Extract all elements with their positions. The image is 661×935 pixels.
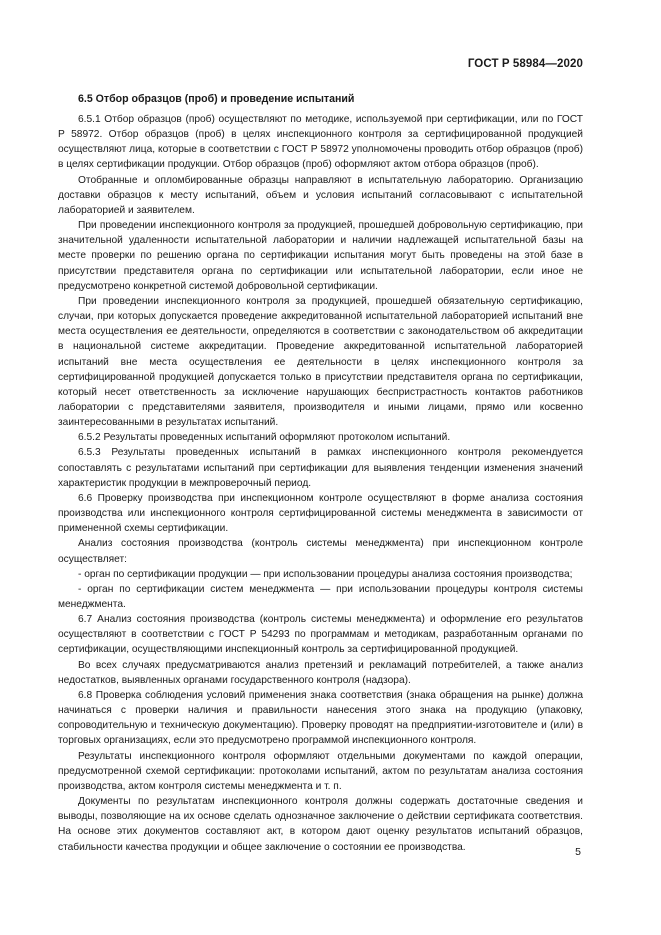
paragraph-6-7: 6.7 Анализ состояния производства (контроль системы менеджмента) и оформление его результатов осуществляют в соответствии с ГОСТ Р 54293 по программам и методикам, разработанным органами по сертификации, осуществляющими инспекционный контроль за сертифицированной продукцией. [58, 614, 583, 656]
paragraph-samples-delivery: Отобранные и опломбированные образцы направляют в испытательную лабораторию. Организацию доставки образцов к месту испытаний, объем и условия испытаний согласовывают с испытательной лабораторией и заявителем. [58, 174, 583, 216]
section-heading: 6.5 Отбор образцов (проб) и проведение испытаний [78, 93, 355, 105]
paragraph-final-act: Документы по результатам инспекционного контроля должны содержать достаточные сведения и выводы, позволяющие на их основе сделать однозначное заключение о действии сертификата соответствия. На основе этих документов составляют акт, в котором дают оценку результатов испытаний образцов, стабильности качества продукции и общее заключение о состоянии ее производства. [58, 796, 583, 853]
paragraph-analysis-performer: Анализ состояния производства (контроль системы менеджмента) при инспекционном контроле осуществляет: [58, 538, 583, 565]
paragraph-voluntary-certification: При проведении инспекционного контроля за продукцией, прошедшей добровольную сертификацию, при значительной удаленности испытательной лаборатории и наличии надлежащей испытательной базы на месте проверки по решению органа по сертификации испытания могут быть проведены на этой базе в присутствии представителя органа по сертификации или испытательной лаборатории, если иное не предусмотрено конкретной системой добровольной сертификации. [58, 220, 583, 292]
paragraph-6-5-1: 6.5.1 Отбор образцов (проб) осуществляют по методике, используемой при сертификации, или по ГОСТ Р 58972. Отбор образцов (проб) в целях инспекционного контроля за сертифицированной продукцией осуществляют лица, которые в соответствии с ГОСТ Р 58972 уполномочены проводить отбор образцов (проб) в целях сертификации продукции. Отбор образцов (проб) оформляют актом отбора образцов (проб). [58, 114, 583, 171]
document-body [58, 92, 583, 855]
paragraph-claims-analysis: Во всех случаях предусматриваются анализ претензий и рекламаций потребителей, а также анализ недостатков, выявленных органами государственного контроля (надзора). [58, 659, 583, 686]
paragraph-6-6: 6.6 Проверку производства при инспекционном контроле осуществляют в форме анализа состояния производства или инспекционного контроля сертифицированной системы менеджмента в зависимости от примененной схемы сертификации. [58, 492, 583, 535]
paragraph-mandatory-certification: При проведении инспекционного контроля за продукцией, прошедшей обязательную сертификацию, случаи, при которых допускается проведение аккредитованной испытательной лабораторией испытаний вне места осуществления ее деятельности, определяются в соответствии с законодательством об аккредитации в национальной системе аккредитации. Проведение аккредитованной испытательной лабораторией испытаний вне места осуществления ее деятельности в целях инспекционного контроля за сертифицированной продукцией допускается только в присутствии представителя органа по сертификации, который несет ответственность за исключение нарушающих беспристрастность контактов работников лаборатории с представителями заявителя, производителя и иными лицами, прямо или косвенно заинтересованными в результатах испытаний. [58, 295, 583, 429]
paragraph-6-5-2: 6.5.2 Результаты проведенных испытаний оформляют протоколом испытаний. [78, 432, 451, 444]
list-item: - орган по сертификации продукции — при использовании процедуры анализа состояния производства; [78, 568, 573, 580]
paragraph-results-documents: Результаты инспекционного контроля оформляют отдельными документами по каждой операции, предусмотренной схемой сертификации: протоколами испытаний, актом по результатам анализа состояния производства, актом контроля системы менеджмента и т. п. [58, 750, 583, 792]
paragraph-6-8: 6.8 Проверка соблюдения условий применения знака соответствия (знака обращения на рынке) должна начинаться с проверки наличия и правильности нанесения этого знака на продукцию (упаковку, сопроводительную и техническую документацию). Проверку проводят на предприятии-изготовителе и (или) в торговых организациях, если это предусмотрено программой инспекционного контроля. [58, 689, 583, 747]
document-code: ГОСТ Р 58984—2020 [467, 58, 583, 70]
page-number: 5 [575, 846, 581, 858]
paragraph-6-5-3: 6.5.3 Результаты проведенных испытаний в рамках инспекционного контроля рекомендуется сопоставлять с результатами испытаний при сертификации для выявления тенденции изменения значений характеристик продукции в межпроверочный период. [58, 447, 583, 489]
list-item: - орган по сертификации систем менеджмента — при использовании процедуры контроля системы менеджмента. [58, 583, 583, 610]
